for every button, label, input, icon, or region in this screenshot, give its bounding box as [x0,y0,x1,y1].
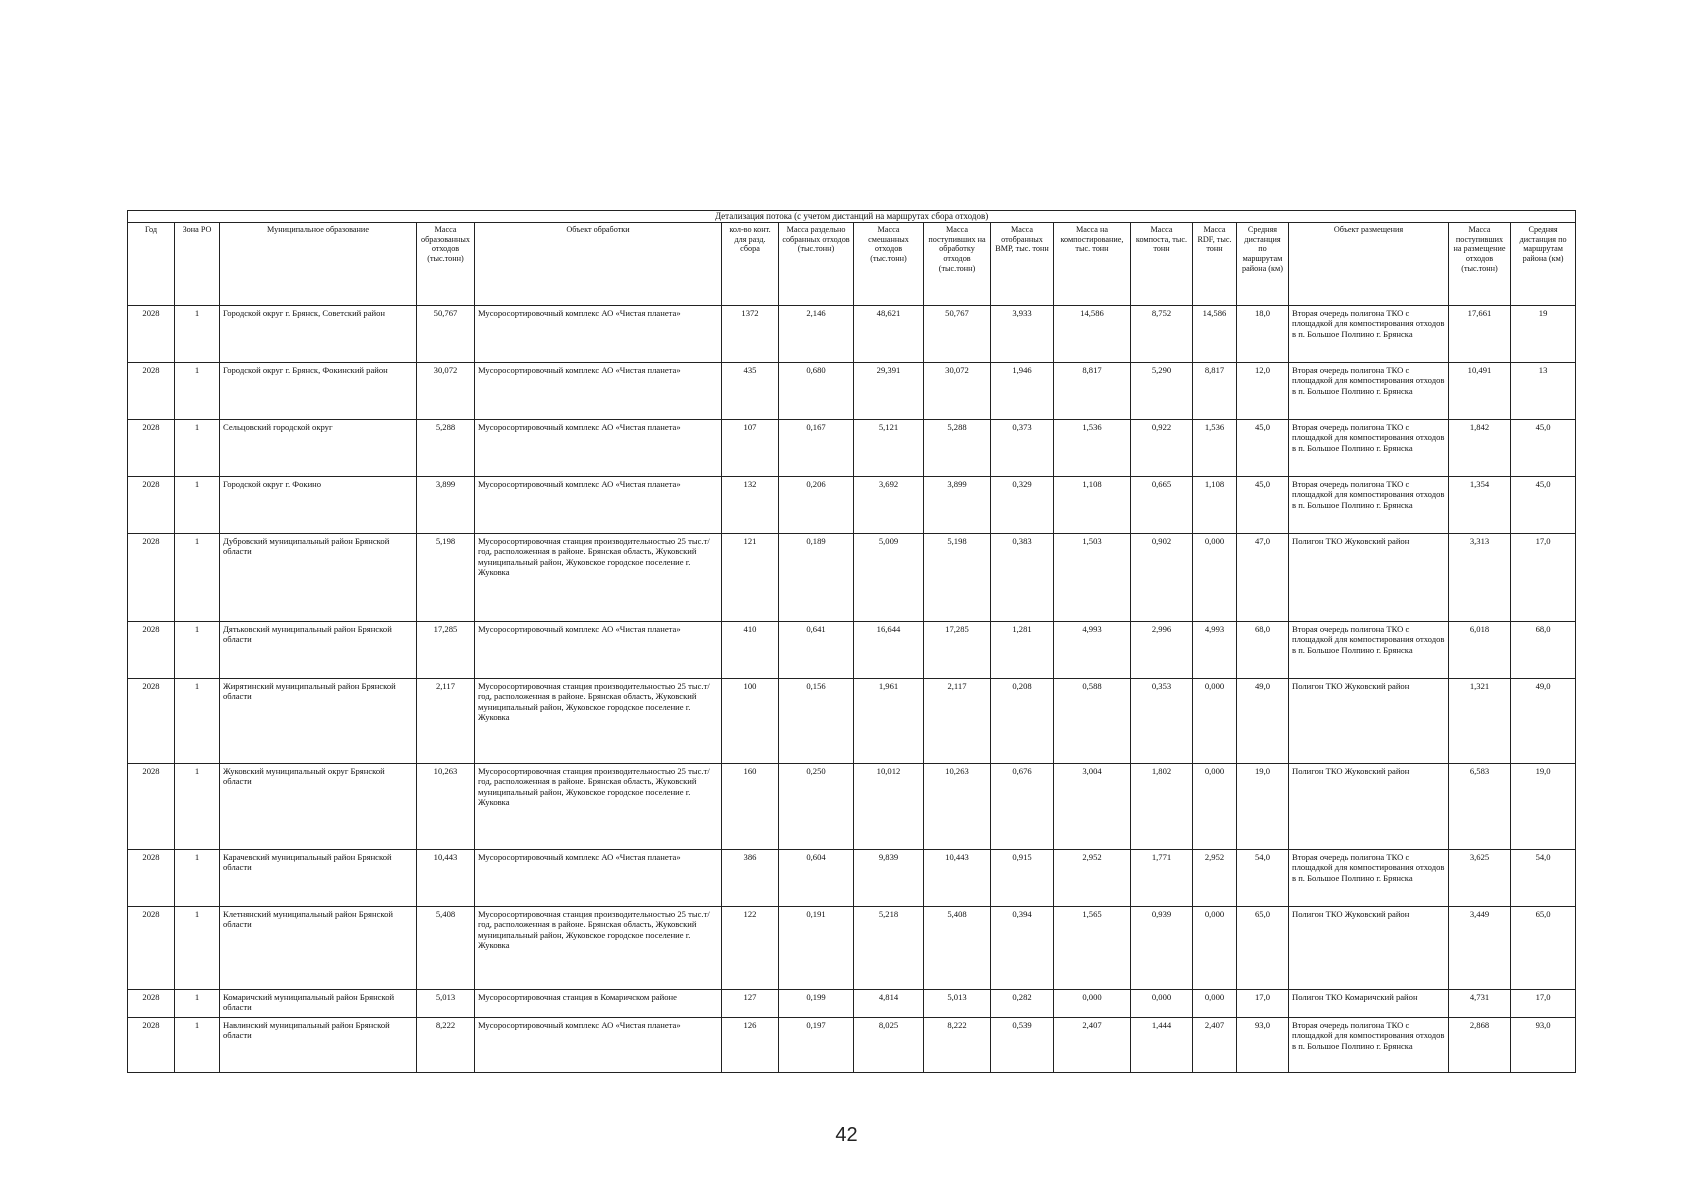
column-header: Масса отобранных ВМР, тыс. тонн [991,223,1054,306]
table-cell: 8,222 [924,1018,991,1073]
table-cell: 0,383 [991,534,1054,622]
table-cell: 1,503 [1054,534,1131,622]
table-cell: 0,665 [1131,477,1193,534]
table-cell: 5,290 [1131,363,1193,420]
table-cell: 4,993 [1193,622,1237,679]
table-cell: 1,354 [1449,477,1511,534]
table-cell: 2,996 [1131,622,1193,679]
table-cell: 29,391 [854,363,924,420]
table-cell: 1,108 [1193,477,1237,534]
table-cell: 0,199 [779,990,854,1018]
table-cell: 0,915 [991,850,1054,907]
table-cell: 5,408 [924,907,991,990]
table-cell: 100 [722,679,779,764]
table-cell: 0,197 [779,1018,854,1073]
table-cell: 5,198 [417,534,475,622]
table-cell: Мусоросортировочный комплекс АО «Чистая планета» [475,1018,722,1073]
table-cell: 122 [722,907,779,990]
table-cell: 54,0 [1511,850,1576,907]
table-cell: 4,731 [1449,990,1511,1018]
table-cell: 107 [722,420,779,477]
table-cell: 386 [722,850,779,907]
table-cell: 68,0 [1511,622,1576,679]
table-cell: Городской округ г. Брянск, Фокинский район [220,363,417,420]
table-cell: 1,961 [854,679,924,764]
column-header: Год [128,223,175,306]
table-cell: 2028 [128,306,175,363]
table-cell: 49,0 [1237,679,1289,764]
table-cell: 5,198 [924,534,991,622]
table-cell: Полигон ТКО Комаричский район [1289,990,1449,1018]
table-cell: 93,0 [1237,1018,1289,1073]
table-cell: 1,771 [1131,850,1193,907]
table-title: Детализация потока (с учетом дистанций на маршрутах сбора отходов) [128,211,1576,223]
table-cell: Мусоросортировочная станция в Комаричском районе [475,990,722,1018]
table-cell: 1 [175,679,220,764]
table-cell: 45,0 [1511,420,1576,477]
table-cell: 8,025 [854,1018,924,1073]
column-header: кол-во конт. для разд. сбора [722,223,779,306]
table-cell: 48,621 [854,306,924,363]
table-cell: Городской округ г. Фокино [220,477,417,534]
table-cell: 0,000 [1054,990,1131,1018]
table-cell: Дятьковский муниципальный район Брянской области [220,622,417,679]
table-cell: 160 [722,764,779,850]
table-cell: 68,0 [1237,622,1289,679]
table-cell: 1,444 [1131,1018,1193,1073]
table-cell: 1,842 [1449,420,1511,477]
table-row [128,764,1576,850]
table-cell: 54,0 [1237,850,1289,907]
table-cell: 121 [722,534,779,622]
table-cell: 3,899 [924,477,991,534]
table-cell: 5,013 [417,990,475,1018]
column-header: Масса компоста, тыс. тонн [1131,223,1193,306]
table-cell: Карачевский муниципальный район Брянской области [220,850,417,907]
table-cell: 5,218 [854,907,924,990]
table-cell: Клетнянский муниципальный район Брянской области [220,907,417,990]
table-cell: 10,443 [924,850,991,907]
table-cell: 0,189 [779,534,854,622]
table-body [128,306,1576,1073]
table-cell: Жуковский муниципальный округ Брянской области [220,764,417,850]
column-header: Масса смешанных отходов (тыс.тонн) [854,223,924,306]
flow-detail-table [127,210,1576,1073]
table-cell: Дубровский муниципальный район Брянской области [220,534,417,622]
table-cell: 1,946 [991,363,1054,420]
table-cell: 1 [175,622,220,679]
table-cell: Мусоросортировочный комплекс АО «Чистая планета» [475,306,722,363]
table-cell: 1 [175,850,220,907]
table-cell: 1 [175,363,220,420]
table-cell: 1 [175,420,220,477]
table-cell: 1,536 [1193,420,1237,477]
table-cell: 2,868 [1449,1018,1511,1073]
table-cell: Полигон ТКО Жуковский район [1289,679,1449,764]
table-cell: 0,394 [991,907,1054,990]
table-cell: 3,692 [854,477,924,534]
table-row [128,990,1576,1018]
column-header: Масса раздельно собранных отходов (тыс.тонн) [779,223,854,306]
table-cell: 4,814 [854,990,924,1018]
table-cell: 12,0 [1237,363,1289,420]
table-cell: 0,000 [1193,990,1237,1018]
table-cell: 14,586 [1193,306,1237,363]
table-cell: 17,0 [1511,990,1576,1018]
table-cell: 1372 [722,306,779,363]
column-header: Объект обработки [475,223,722,306]
table-cell: 6,583 [1449,764,1511,850]
column-header: Масса поступивших на обработку отходов (тыс.тонн) [924,223,991,306]
table-cell: 93,0 [1511,1018,1576,1073]
column-header: Зона РО [175,223,220,306]
table-cell: 2028 [128,622,175,679]
table-cell: 30,072 [417,363,475,420]
table-cell: 0,676 [991,764,1054,850]
flow-table-container [127,210,1575,1073]
column-header: Муниципальное образование [220,223,417,306]
table-cell: 2028 [128,420,175,477]
table-cell: 19,0 [1511,764,1576,850]
table-cell: 0,156 [779,679,854,764]
table-cell: 16,644 [854,622,924,679]
table-cell: 17,661 [1449,306,1511,363]
table-cell: Вторая очередь полигона ТКО с площадкой для компостирования отходов в п. Большое Полпино г. Брянска [1289,1018,1449,1073]
table-cell: 10,263 [417,764,475,850]
table-cell: 0,000 [1193,764,1237,850]
table-cell: 14,586 [1054,306,1131,363]
table-row [128,306,1576,363]
table-cell: 9,839 [854,850,924,907]
table-cell: Полигон ТКО Жуковский район [1289,907,1449,990]
table-cell: 0,329 [991,477,1054,534]
table-cell: 1 [175,907,220,990]
table-cell: 17,0 [1237,990,1289,1018]
table-row [128,907,1576,990]
table-cell: 0,939 [1131,907,1193,990]
table-cell: 0,373 [991,420,1054,477]
page-number: 42 [835,1124,858,1146]
table-cell: Мусоросортировочная станция производительностью 25 тыс.т/год, расположенная в районе. Брянская область, Жуковский муниципальный район, Жуковское городское поселение г. Жуковка [475,764,722,850]
table-cell: 17,285 [417,622,475,679]
table-cell: 0,000 [1193,907,1237,990]
table-cell: 2,407 [1054,1018,1131,1073]
table-cell: 2028 [128,850,175,907]
table-cell: Городской округ г. Брянск, Советский район [220,306,417,363]
table-cell: 2028 [128,990,175,1018]
table-cell: 0,191 [779,907,854,990]
table-cell: 17,285 [924,622,991,679]
table-row [128,534,1576,622]
table-cell: 2,117 [417,679,475,764]
table-cell: Вторая очередь полигона ТКО с площадкой для компостирования отходов в п. Большое Полпино г. Брянска [1289,306,1449,363]
table-cell: 5,288 [924,420,991,477]
table-cell: 2,952 [1054,850,1131,907]
table-cell: 3,899 [417,477,475,534]
table-cell: Мусоросортировочная станция производительностью 25 тыс.т/год, расположенная в районе. Брянская область, Жуковский муниципальный район, Жуковское городское поселение г. Жуковка [475,907,722,990]
table-cell: 1,108 [1054,477,1131,534]
table-cell: 19,0 [1237,764,1289,850]
table-cell: 2,117 [924,679,991,764]
table-cell: Вторая очередь полигона ТКО с площадкой для компостирования отходов в п. Большое Полпино г. Брянска [1289,850,1449,907]
table-row [128,679,1576,764]
table-cell: 8,817 [1193,363,1237,420]
column-header: Средняя дистанция по маршрутам района (км) [1237,223,1289,306]
table-cell: 127 [722,990,779,1018]
table-cell: 0,000 [1193,534,1237,622]
table-cell: 0,353 [1131,679,1193,764]
table-cell: 1 [175,990,220,1018]
column-header: Масса RDF, тыс. тонн [1193,223,1237,306]
table-cell: 0,539 [991,1018,1054,1073]
table-cell: 0,902 [1131,534,1193,622]
table-cell: Полигон ТКО Жуковский район [1289,764,1449,850]
table-cell: Комаричский муниципальный район Брянской области [220,990,417,1018]
table-cell: Полигон ТКО Жуковский район [1289,534,1449,622]
table-cell: 5,288 [417,420,475,477]
table-cell: 8,752 [1131,306,1193,363]
table-cell: 2,407 [1193,1018,1237,1073]
table-cell: 47,0 [1237,534,1289,622]
table-cell: 1 [175,306,220,363]
table-cell: 0,208 [991,679,1054,764]
table-cell: 2028 [128,907,175,990]
table-cell: 0,588 [1054,679,1131,764]
table-cell: 45,0 [1237,420,1289,477]
table-row [128,420,1576,477]
table-cell: 1,536 [1054,420,1131,477]
table-cell: 10,443 [417,850,475,907]
table-cell: 3,313 [1449,534,1511,622]
table-cell: Мусоросортировочная станция производительностью 25 тыс.т/год, расположенная в районе. Брянская область, Жуковский муниципальный район, Жуковское городское поселение г. Жуковка [475,534,722,622]
table-cell: 1 [175,477,220,534]
table-cell: 50,767 [417,306,475,363]
table-cell: 2,952 [1193,850,1237,907]
table-cell: 5,009 [854,534,924,622]
table-cell: 2028 [128,534,175,622]
table-cell: 2028 [128,1018,175,1073]
table-cell: 1,802 [1131,764,1193,850]
table-cell: 4,993 [1054,622,1131,679]
table-cell: 1 [175,764,220,850]
table-cell: 0,604 [779,850,854,907]
table-cell: 10,491 [1449,363,1511,420]
table-cell: 0,282 [991,990,1054,1018]
table-row [128,622,1576,679]
table-cell: 0,922 [1131,420,1193,477]
table-cell: 10,012 [854,764,924,850]
table-cell: 8,222 [417,1018,475,1073]
column-header: Средняя дистанция по маршрутам района (км) [1511,223,1576,306]
table-cell: 2028 [128,679,175,764]
table-cell: Вторая очередь полигона ТКО с площадкой для компостирования отходов в п. Большое Полпино г. Брянска [1289,420,1449,477]
table-row [128,477,1576,534]
table-cell: 3,004 [1054,764,1131,850]
column-header: Масса поступивших на размещение отходов (тыс.тонн) [1449,223,1511,306]
table-cell: 3,449 [1449,907,1511,990]
table-cell: 0,680 [779,363,854,420]
column-header: Масса образованных отходов (тыс.тонн) [417,223,475,306]
table-cell: 0,206 [779,477,854,534]
table-cell: 10,263 [924,764,991,850]
table-cell: 30,072 [924,363,991,420]
table-cell: Вторая очередь полигона ТКО с площадкой для компостирования отходов в п. Большое Полпино г. Брянска [1289,477,1449,534]
table-cell: 410 [722,622,779,679]
table-cell: 5,121 [854,420,924,477]
table-cell: 0,167 [779,420,854,477]
table-cell: Мусоросортировочный комплекс АО «Чистая планета» [475,477,722,534]
table-cell: 0,250 [779,764,854,850]
table-cell: 65,0 [1237,907,1289,990]
table-cell: 1,565 [1054,907,1131,990]
table-cell: 8,817 [1054,363,1131,420]
table-cell: Вторая очередь полигона ТКО с площадкой для компостирования отходов в п. Большое Полпино г. Брянска [1289,622,1449,679]
table-cell: 2028 [128,363,175,420]
table-cell: 6,018 [1449,622,1511,679]
table-cell: 1,281 [991,622,1054,679]
table-cell: 0,000 [1193,679,1237,764]
table-cell: Жирятинский муниципальный район Брянской области [220,679,417,764]
table-cell: 0,000 [1131,990,1193,1018]
table-cell: 18,0 [1237,306,1289,363]
table-cell: 2028 [128,764,175,850]
table-cell: Мусоросортировочный комплекс АО «Чистая планета» [475,850,722,907]
table-cell: 19 [1511,306,1576,363]
table-row [128,850,1576,907]
table-cell: 49,0 [1511,679,1576,764]
table-cell: Мусоросортировочный комплекс АО «Чистая планета» [475,622,722,679]
table-cell: 132 [722,477,779,534]
table-cell: 3,625 [1449,850,1511,907]
table-cell: 1 [175,534,220,622]
table-row [128,1018,1576,1073]
table-cell: 5,013 [924,990,991,1018]
table-cell: 13 [1511,363,1576,420]
table-cell: 0,641 [779,622,854,679]
table-cell: Навлинский муниципальный район Брянской области [220,1018,417,1073]
table-cell: 45,0 [1511,477,1576,534]
table-cell: 5,408 [417,907,475,990]
table-cell: 17,0 [1511,534,1576,622]
table-header-row [128,223,1576,306]
table-cell: Мусоросортировочный комплекс АО «Чистая планета» [475,363,722,420]
table-cell: 50,767 [924,306,991,363]
table-cell: 126 [722,1018,779,1073]
table-cell: 3,933 [991,306,1054,363]
table-cell: 1 [175,1018,220,1073]
table-cell: 45,0 [1237,477,1289,534]
table-cell: Мусоросортировочная станция производительностью 25 тыс.т/год, расположенная в районе. Брянская область, Жуковский муниципальный район, Жуковское городское поселение г. Жуковка [475,679,722,764]
table-cell: 435 [722,363,779,420]
table-cell: 2,146 [779,306,854,363]
column-header: Масса на компостирование, тыс. тонн [1054,223,1131,306]
table-cell: 2028 [128,477,175,534]
table-cell: 65,0 [1511,907,1576,990]
column-header: Объект размещения [1289,223,1449,306]
table-cell: Сельцовский городской округ [220,420,417,477]
table-cell: 1,321 [1449,679,1511,764]
table-cell: Вторая очередь полигона ТКО с площадкой для компостирования отходов в п. Большое Полпино г. Брянска [1289,363,1449,420]
table-row [128,363,1576,420]
table-cell: Мусоросортировочный комплекс АО «Чистая планета» [475,420,722,477]
